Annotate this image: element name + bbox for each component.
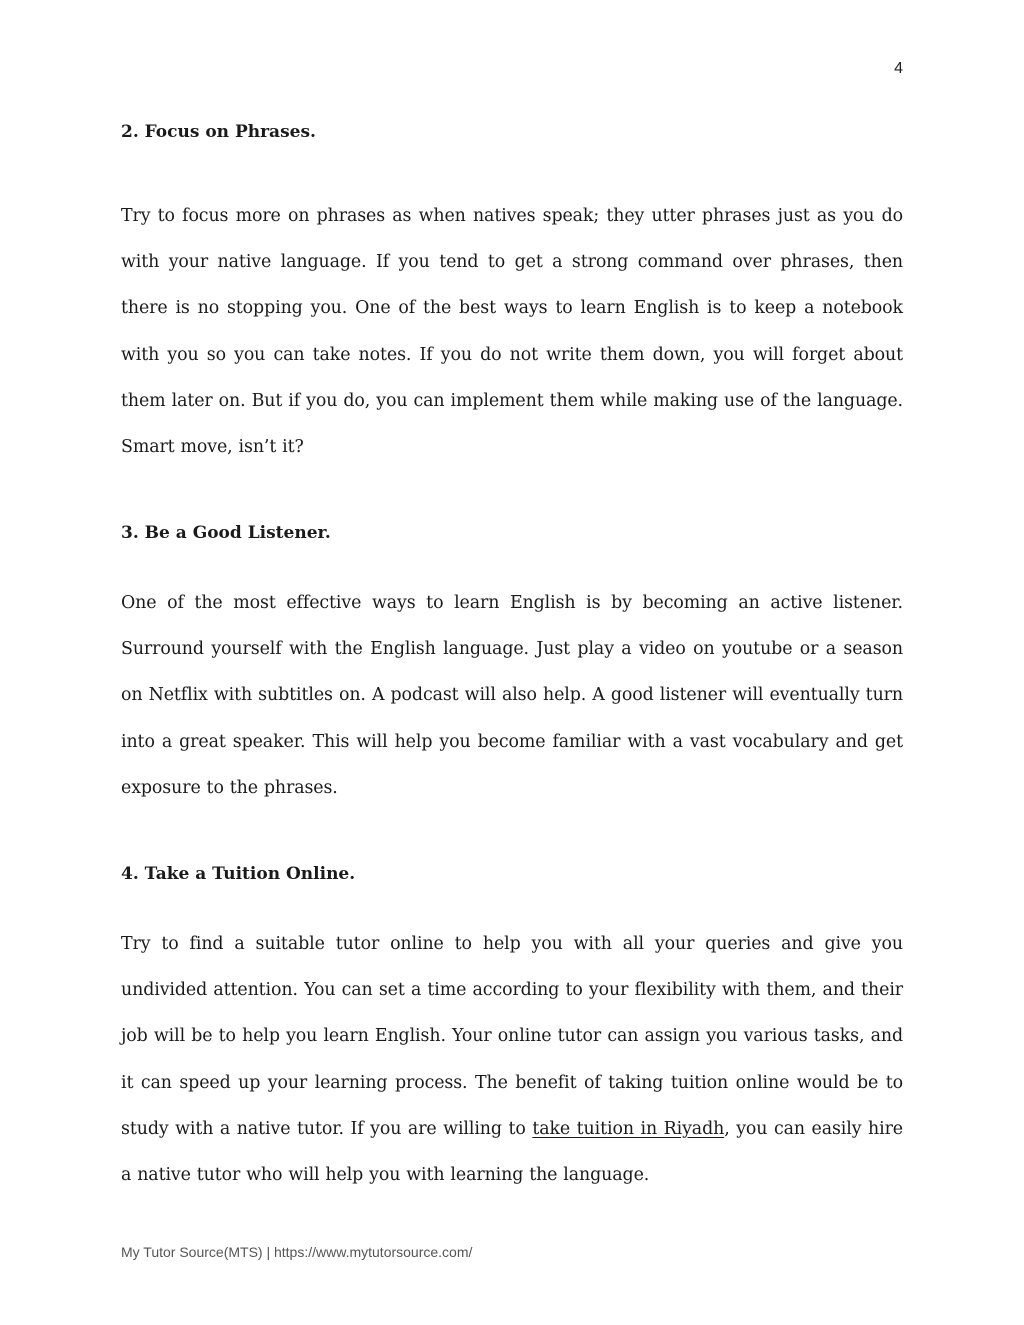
section-paragraph-focus-on-phrases: Try to focus more on phrases as when natives speak; they utter phrases just as you do with your native language. If you tend to get a strong command over phrases, then there is no stopping you. One of the best ways to learn English is to keep a notebook with you so you can take notes. If you do not write them down, you will forget about them later on. But if you do, you can implement them while making use of the language. Smart move, isn’t it? — [121, 206, 903, 458]
section-paragraph-take-a-tuition-online — [121, 921, 903, 1198]
section-heading-focus-on-phrases: 2. Focus on Phrases. — [121, 122, 316, 142]
paragraph-text-before-link: Try to find a suitable tutor online to help you with all your queries and give you undivided attention. You can set a time according to your flexibility with them, and their job will be to help you learn English. Your online tutor can assign you various tasks, and it can speed up your learning process. The benefit of taking tuition online would be to study with a native tutor. If you are willing to — [121, 934, 903, 1139]
section-paragraph-be-a-good-listener: One of the most effective ways to learn English is by becoming an active listener. Surround yourself with the English language. Just play a video on youtube or a season on Netflix with subtitles on. A podcast will also help. A good listener will eventually turn into a great speaker. This will help you become familiar with a vast vocabulary and get exposure to the phrases. — [121, 593, 903, 798]
section-heading-be-a-good-listener: 3. Be a Good Listener. — [121, 523, 331, 543]
page-footer: My Tutor Source(MTS) | https://www.mytutorsource.com/ — [121, 1244, 473, 1260]
paragraph-text-after-link: , you can easily hire a native tutor who will help you with learning the language. — [121, 1118, 903, 1186]
section-heading-take-a-tuition-online: 4. Take a Tuition Online. — [121, 864, 356, 884]
page-number: 4 — [894, 60, 903, 77]
take-tuition-in-riyadh-link[interactable]: take tuition in Riyadh — [532, 1118, 725, 1139]
